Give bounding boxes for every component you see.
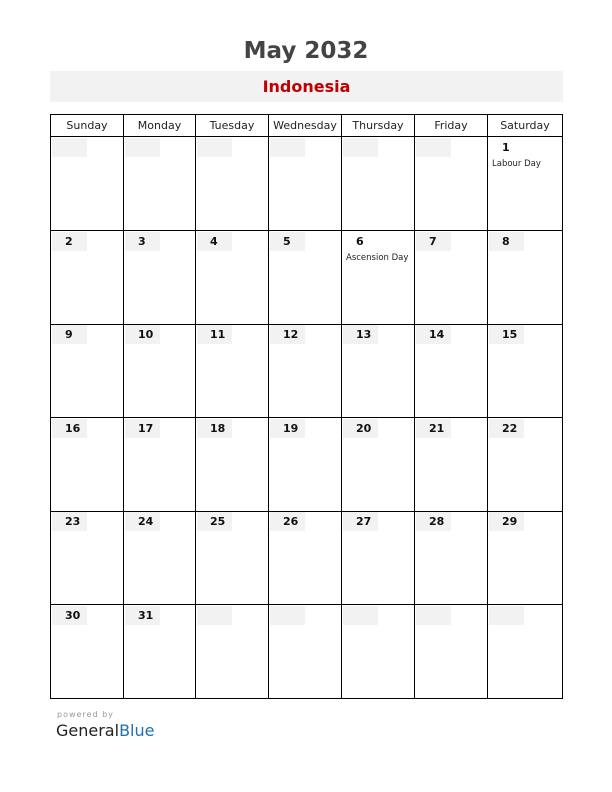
day-cell[interactable] [124,324,196,417]
day-number: 1 [489,138,524,157]
day-number: 21 [416,419,451,438]
day-cell[interactable] [124,511,196,604]
weekday-6: Saturday [500,119,550,132]
day-number: 25 [197,512,232,531]
day-cell[interactable] [51,324,124,417]
day-number: 4 [197,232,232,251]
day-cell[interactable] [196,324,269,417]
day-cell[interactable] [51,511,124,604]
day-number: 28 [416,512,451,531]
day-cell[interactable] [342,418,415,511]
day-number: 7 [416,232,451,251]
day-cell[interactable] [196,137,269,230]
week-row [51,605,562,699]
day-cell[interactable] [488,511,562,604]
calendar-grid [50,114,563,699]
day-number: 24 [125,512,160,531]
day-cell[interactable] [342,324,415,417]
day-cell[interactable] [269,511,342,604]
day-number: 26 [270,512,305,531]
brand-blue: Blue [119,721,155,740]
day-number [197,606,232,625]
holiday-label: Ascension Day [346,253,409,263]
weekday-0: Sunday [51,115,124,136]
day-number: 9 [52,325,87,344]
day-number: 6 [343,232,378,251]
week-row [51,137,562,231]
day-number [125,138,160,157]
day-number: 19 [270,419,305,438]
day-number: 10 [125,325,160,344]
weekday-2: Tuesday [196,115,269,136]
week-row [51,511,562,605]
week-row [51,231,562,325]
day-cell[interactable] [488,324,562,417]
day-cell[interactable] [51,418,124,511]
day-number: 30 [52,606,87,625]
day-cell[interactable] [124,418,196,511]
day-cell[interactable] [196,511,269,604]
day-cell[interactable] [124,137,196,230]
weekday-4: Thursday [342,115,415,136]
day-number [416,138,451,157]
calendar-title: May 2032 [243,38,369,64]
day-cell[interactable] [269,324,342,417]
day-number: 12 [270,325,305,344]
day-number: 31 [125,606,160,625]
day-cell[interactable] [342,511,415,604]
day-number: 18 [197,419,232,438]
day-number [270,138,305,157]
week-row [51,418,562,512]
day-cell[interactable] [415,605,488,699]
day-cell[interactable] [51,137,124,230]
week-row [51,324,562,418]
brand-logo[interactable] [56,721,154,740]
day-cell[interactable] [342,231,415,324]
day-cell[interactable] [269,137,342,230]
day-cell[interactable] [342,605,415,699]
day-cell[interactable] [196,418,269,511]
day-cell[interactable] [124,231,196,324]
day-cell[interactable] [269,231,342,324]
powered-by-label: powered by [57,710,114,719]
day-number: 8 [489,232,524,251]
day-number: 17 [125,419,160,438]
day-number: 11 [197,325,232,344]
country-banner [50,71,563,102]
day-cell[interactable] [196,605,269,699]
day-number: 22 [489,419,524,438]
day-number: 29 [489,512,524,531]
day-number [270,606,305,625]
day-number [197,138,232,157]
day-number [343,138,378,157]
day-cell[interactable] [269,418,342,511]
day-cell[interactable] [415,511,488,604]
calendar-weeks [51,137,562,698]
day-cell[interactable] [415,231,488,324]
day-cell[interactable] [488,137,562,230]
day-cell[interactable] [415,137,488,230]
brand-general: General [56,721,120,740]
day-number: 2 [52,232,87,251]
day-cell[interactable] [415,324,488,417]
weekday-header [51,115,562,137]
day-cell[interactable] [269,605,342,699]
country-name: Indonesia [262,77,351,96]
day-number: 23 [52,512,87,531]
day-number: 20 [343,419,378,438]
day-cell[interactable] [488,605,562,699]
weekday-1: Monday [124,115,196,136]
day-cell[interactable] [124,605,196,699]
day-number [416,606,451,625]
day-cell[interactable] [51,605,124,699]
weekday-3: Wednesday [269,115,342,136]
day-number: 27 [343,512,378,531]
day-cell[interactable] [51,231,124,324]
day-cell[interactable] [415,418,488,511]
holiday-label: Labour Day [492,159,541,169]
day-number: 5 [270,232,305,251]
day-cell[interactable] [488,231,562,324]
day-number: 15 [489,325,524,344]
day-cell[interactable] [196,231,269,324]
day-number [52,138,87,157]
day-number: 16 [52,419,87,438]
day-number [489,606,524,625]
day-number [343,606,378,625]
day-number: 3 [125,232,160,251]
weekday-5: Friday [415,115,488,136]
day-number: 14 [416,325,451,344]
day-cell[interactable] [342,137,415,230]
day-cell[interactable] [488,418,562,511]
day-number: 13 [343,325,378,344]
